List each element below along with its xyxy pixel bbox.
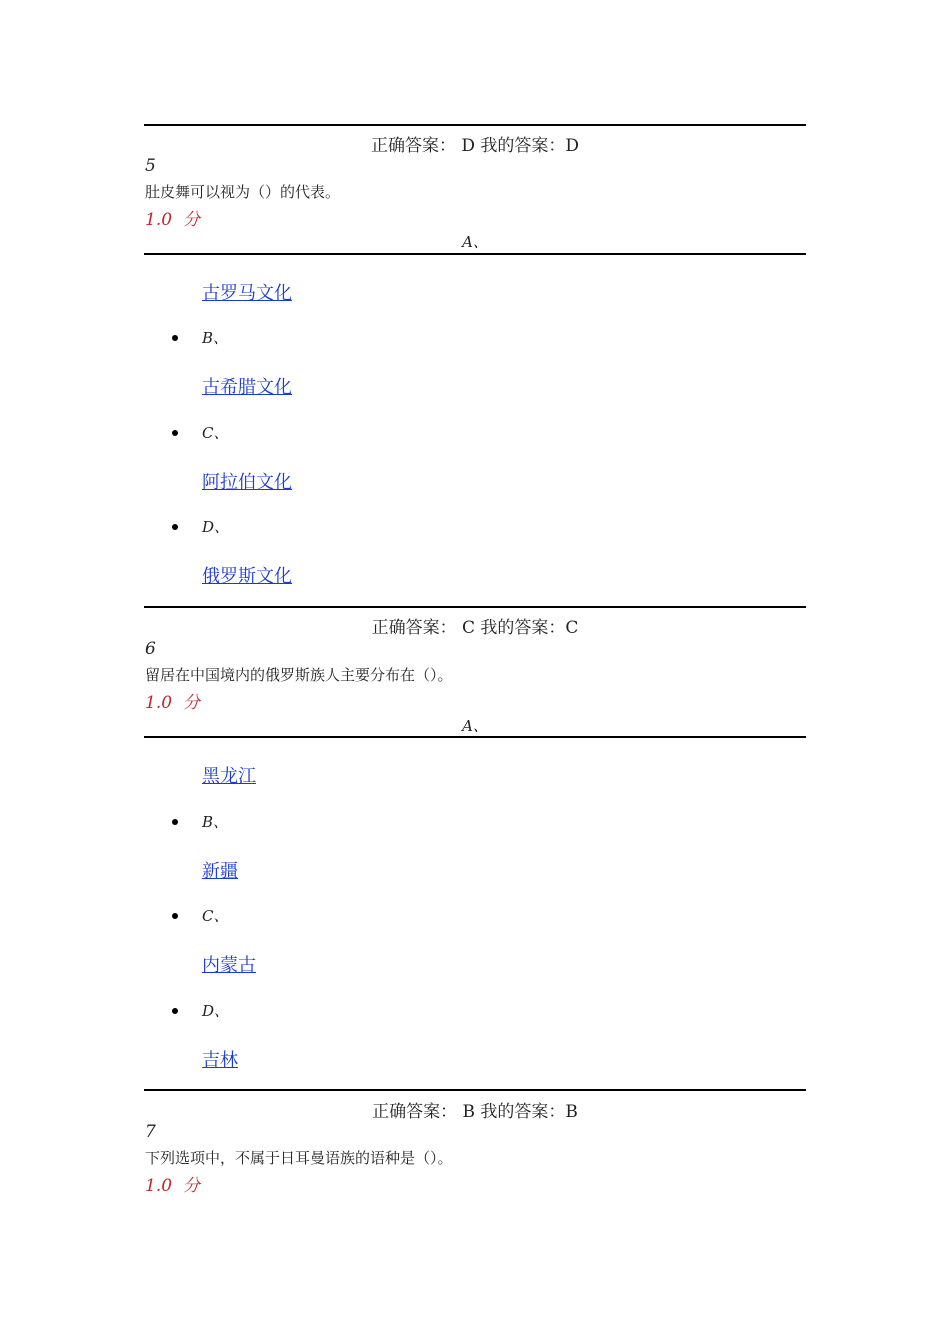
bullet-icon [172, 913, 178, 919]
answer-line: 正确答案： B 我的答案：B [372, 1102, 578, 1122]
option-b-link[interactable]: 古希腊文化 [202, 377, 292, 398]
divider [144, 124, 806, 126]
option-c-link[interactable]: 阿拉伯文化 [202, 472, 292, 493]
question-number: 6 [145, 639, 156, 659]
question-score: 1.0 分 [145, 1176, 200, 1196]
bullet-icon [172, 524, 178, 530]
question-number: 5 [145, 156, 156, 176]
question-text: 留居在中国境内的俄罗斯族人主要分布在（）。 [145, 666, 453, 684]
question-text: 肚皮舞可以视为（）的代表。 [145, 183, 341, 201]
option-letter-d: D、 [202, 1002, 230, 1020]
option-letter-a: A、 [462, 233, 488, 251]
option-letter-c: C、 [202, 907, 229, 925]
question-text: 下列选项中，不属于日耳曼语族的语种是（）。 [145, 1149, 453, 1167]
bullet-icon [172, 819, 178, 825]
answer-line: 正确答案： C 我的答案：C [371, 618, 579, 638]
option-d-link[interactable]: 吉林 [202, 1050, 238, 1071]
bullet-icon [172, 1008, 178, 1014]
question-score: 1.0 分 [145, 210, 200, 230]
divider [144, 736, 806, 738]
question-score: 1.0 分 [145, 693, 200, 713]
option-letter-b: B、 [202, 813, 229, 831]
option-letter-b: B、 [202, 329, 229, 347]
divider [144, 1089, 806, 1091]
option-letter-a: A、 [462, 717, 488, 735]
question-number: 7 [145, 1122, 156, 1142]
option-d-link[interactable]: 俄罗斯文化 [202, 566, 292, 587]
divider [144, 253, 806, 255]
divider [144, 606, 806, 608]
bullet-icon [172, 430, 178, 436]
answer-line: 正确答案： D 我的答案：D [370, 136, 580, 156]
option-b-link[interactable]: 新疆 [202, 861, 238, 882]
option-letter-c: C、 [202, 424, 229, 442]
bullet-icon [172, 335, 178, 341]
option-c-link[interactable]: 内蒙古 [202, 955, 256, 976]
option-a-link[interactable]: 黑龙江 [202, 766, 256, 787]
option-letter-d: D、 [202, 518, 230, 536]
option-a-link[interactable]: 古罗马文化 [202, 283, 292, 304]
